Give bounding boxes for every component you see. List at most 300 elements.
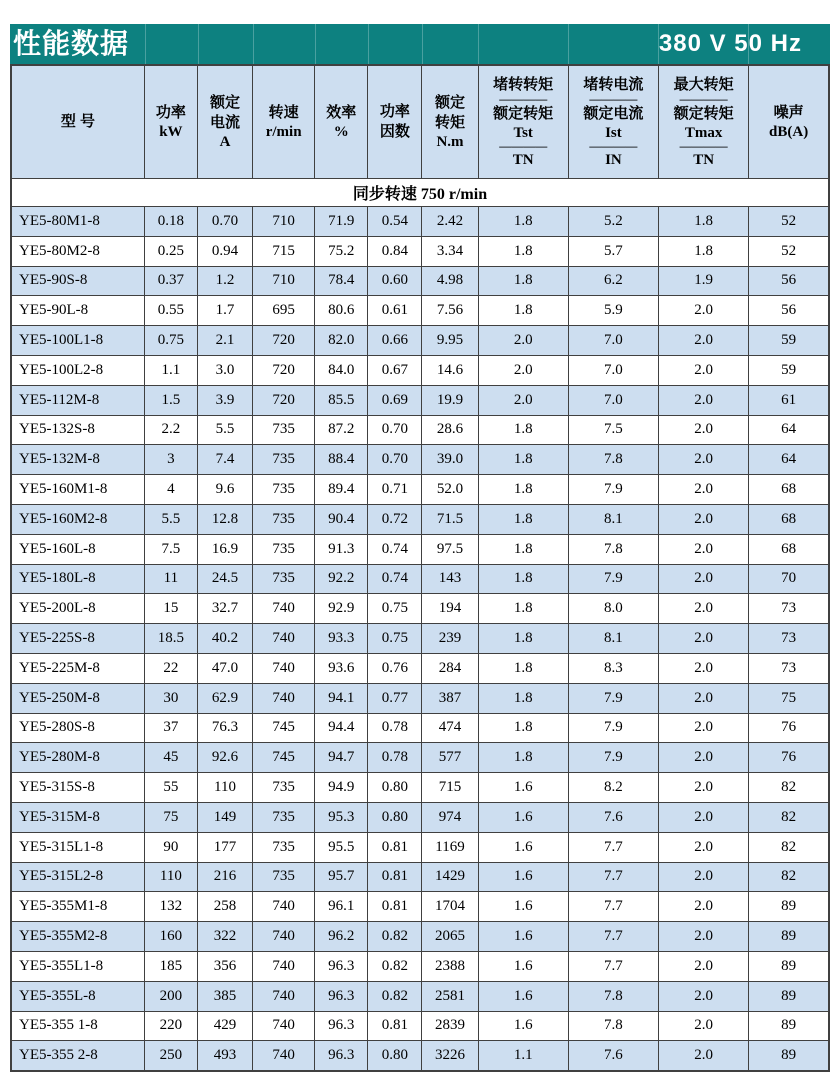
- cell-tst: 1.6: [478, 832, 568, 862]
- cell-speed: 735: [253, 445, 315, 475]
- cell-efficiency: 93.3: [315, 624, 368, 654]
- cell-ist: 7.8: [568, 1011, 658, 1041]
- cell-tmax: 2.0: [659, 624, 749, 654]
- cell-rated-torque: 194: [422, 594, 478, 624]
- cell-rated-torque: 3226: [422, 1041, 478, 1071]
- table-row: [11, 415, 829, 445]
- cell-ist: 5.2: [568, 207, 658, 237]
- cell-efficiency: 96.3: [315, 981, 368, 1011]
- header-text: 噪声: [773, 104, 804, 121]
- cell-current: 110: [197, 773, 252, 803]
- cell-model: YE5-100L1-8: [11, 326, 144, 356]
- cell-tmax: 2.0: [659, 385, 749, 415]
- cell-power: 22: [144, 653, 197, 683]
- cell-power: 132: [144, 892, 197, 922]
- table-row: [11, 773, 829, 803]
- cell-noise: 52: [749, 207, 829, 237]
- cell-power: 185: [144, 951, 197, 981]
- cell-power-factor: 0.67: [368, 355, 422, 385]
- cell-efficiency: 89.4: [315, 475, 368, 505]
- cell-rated-torque: 39.0: [422, 445, 478, 475]
- cell-model: YE5-355 2-8: [11, 1041, 144, 1071]
- table-row: [11, 922, 829, 952]
- cell-rated-torque: 71.5: [422, 504, 478, 534]
- cell-speed: 735: [253, 832, 315, 862]
- cell-speed: 740: [253, 892, 315, 922]
- table-row: [11, 802, 829, 832]
- cell-power: 18.5: [144, 624, 197, 654]
- cell-current: 1.2: [197, 266, 252, 296]
- cell-tst: 2.0: [478, 326, 568, 356]
- cell-model: YE5-132S-8: [11, 415, 144, 445]
- cell-tmax: 2.0: [659, 296, 749, 326]
- cell-tst: 1.8: [478, 415, 568, 445]
- cell-current: 177: [197, 832, 252, 862]
- cell-noise: 56: [749, 296, 829, 326]
- cell-model: YE5-225S-8: [11, 624, 144, 654]
- cell-model: YE5-112M-8: [11, 385, 144, 415]
- cell-tmax: 2.0: [659, 981, 749, 1011]
- table-row: [11, 445, 829, 475]
- cell-rated-torque: 239: [422, 624, 478, 654]
- cell-power-factor: 0.66: [368, 326, 422, 356]
- cell-tst: 1.8: [478, 594, 568, 624]
- header-text: 额定: [209, 94, 240, 111]
- cell-rated-torque: 1169: [422, 832, 478, 862]
- cell-ist: 7.9: [568, 564, 658, 594]
- cell-ist: 7.9: [568, 713, 658, 743]
- fraction-line: ————: [499, 92, 548, 106]
- cell-power: 0.25: [144, 236, 197, 266]
- cell-current: 16.9: [197, 534, 252, 564]
- cell-tmax: 2.0: [659, 504, 749, 534]
- column-header-model: [11, 65, 144, 179]
- cell-tmax: 2.0: [659, 594, 749, 624]
- cell-power: 45: [144, 743, 197, 773]
- cell-efficiency: 95.7: [315, 862, 368, 892]
- cell-noise: 68: [749, 534, 829, 564]
- table-row: [11, 1041, 829, 1071]
- column-header-ist: [568, 65, 658, 179]
- cell-current: 76.3: [197, 713, 252, 743]
- cell-model: YE5-355M2-8: [11, 922, 144, 952]
- cell-tmax: 1.9: [659, 266, 749, 296]
- cell-ist: 8.3: [568, 653, 658, 683]
- cell-speed: 740: [253, 594, 315, 624]
- header-text: 功率: [379, 103, 410, 120]
- table-row: [11, 534, 829, 564]
- cell-tst: 1.8: [478, 207, 568, 237]
- cell-current: 40.2: [197, 624, 252, 654]
- cell-efficiency: 94.4: [315, 713, 368, 743]
- cell-ist: 7.7: [568, 832, 658, 862]
- header-text: dB(A): [769, 124, 809, 140]
- cell-tmax: 2.0: [659, 326, 749, 356]
- cell-current: 385: [197, 981, 252, 1011]
- cell-noise: 59: [749, 326, 829, 356]
- cell-speed: 740: [253, 683, 315, 713]
- cell-rated-torque: 2581: [422, 981, 478, 1011]
- cell-speed: 740: [253, 922, 315, 952]
- cell-efficiency: 94.7: [315, 743, 368, 773]
- cell-speed: 745: [253, 713, 315, 743]
- cell-current: 356: [197, 951, 252, 981]
- cell-tmax: 1.8: [659, 207, 749, 237]
- cell-tst: 1.6: [478, 802, 568, 832]
- cell-tmax: 2.0: [659, 475, 749, 505]
- column-header-rated-torque: [422, 65, 478, 179]
- cell-efficiency: 96.1: [315, 892, 368, 922]
- banner: [10, 24, 830, 64]
- cell-speed: 735: [253, 773, 315, 803]
- cell-current: 216: [197, 862, 252, 892]
- cell-current: 0.70: [197, 207, 252, 237]
- cell-ist: 8.0: [568, 594, 658, 624]
- header-text: %: [333, 124, 349, 140]
- cell-model: YE5-90S-8: [11, 266, 144, 296]
- cell-power: 2.2: [144, 415, 197, 445]
- subheader-row: [11, 179, 829, 207]
- cell-tmax: 2.0: [659, 1041, 749, 1071]
- cell-power: 90: [144, 832, 197, 862]
- cell-tmax: 2.0: [659, 355, 749, 385]
- cell-noise: 82: [749, 862, 829, 892]
- fraction-denominator: 额定电流: [583, 105, 644, 122]
- cell-speed: 740: [253, 1011, 315, 1041]
- cell-ist: 7.8: [568, 981, 658, 1011]
- cell-tmax: 2.0: [659, 653, 749, 683]
- fraction-symbol-numerator: Tst: [513, 125, 533, 141]
- cell-efficiency: 84.0: [315, 355, 368, 385]
- cell-power-factor: 0.81: [368, 892, 422, 922]
- cell-model: YE5-355 1-8: [11, 1011, 144, 1041]
- cell-model: YE5-90L-8: [11, 296, 144, 326]
- cell-ist: 7.9: [568, 475, 658, 505]
- cell-model: YE5-280S-8: [11, 713, 144, 743]
- cell-power: 200: [144, 981, 197, 1011]
- cell-rated-torque: 2388: [422, 951, 478, 981]
- table-row: [11, 1011, 829, 1041]
- cell-power: 75: [144, 802, 197, 832]
- cell-model: YE5-315M-8: [11, 802, 144, 832]
- cell-power-factor: 0.81: [368, 862, 422, 892]
- cell-power-factor: 0.78: [368, 743, 422, 773]
- cell-noise: 89: [749, 981, 829, 1011]
- header-text: 转速: [268, 104, 299, 121]
- column-header-efficiency: [315, 65, 368, 179]
- cell-ist: 7.0: [568, 355, 658, 385]
- cell-ist: 7.7: [568, 922, 658, 952]
- table-row: [11, 653, 829, 683]
- cell-ist: 7.8: [568, 445, 658, 475]
- cell-efficiency: 96.2: [315, 922, 368, 952]
- cell-ist: 8.1: [568, 624, 658, 654]
- header-text: 额定: [435, 94, 466, 111]
- cell-tmax: 2.0: [659, 534, 749, 564]
- cell-noise: 52: [749, 236, 829, 266]
- cell-power-factor: 0.78: [368, 713, 422, 743]
- cell-ist: 8.2: [568, 773, 658, 803]
- cell-tmax: 2.0: [659, 802, 749, 832]
- cell-power-factor: 0.75: [368, 594, 422, 624]
- cell-noise: 64: [749, 445, 829, 475]
- cell-noise: 89: [749, 1011, 829, 1041]
- cell-noise: 73: [749, 653, 829, 683]
- cell-current: 92.6: [197, 743, 252, 773]
- cell-rated-torque: 387: [422, 683, 478, 713]
- table-row: [11, 832, 829, 862]
- cell-rated-torque: 2839: [422, 1011, 478, 1041]
- cell-tst: 1.6: [478, 1011, 568, 1041]
- cell-model: YE5-80M1-8: [11, 207, 144, 237]
- table-row: [11, 981, 829, 1011]
- cell-tst: 1.6: [478, 981, 568, 1011]
- cell-power-factor: 0.84: [368, 236, 422, 266]
- cell-noise: 82: [749, 773, 829, 803]
- cell-speed: 735: [253, 475, 315, 505]
- cell-efficiency: 71.9: [315, 207, 368, 237]
- table-row: [11, 296, 829, 326]
- table-row: [11, 504, 829, 534]
- performance-table: [10, 64, 830, 1072]
- cell-model: YE5-200L-8: [11, 594, 144, 624]
- cell-tst: 1.8: [478, 743, 568, 773]
- cell-model: YE5-315S-8: [11, 773, 144, 803]
- cell-power: 11: [144, 564, 197, 594]
- cell-model: YE5-355L1-8: [11, 951, 144, 981]
- cell-rated-torque: 284: [422, 653, 478, 683]
- cell-model: YE5-132M-8: [11, 445, 144, 475]
- column-header-tst: [478, 65, 568, 179]
- cell-tst: 1.8: [478, 534, 568, 564]
- table-row: [11, 385, 829, 415]
- cell-tmax: 2.0: [659, 773, 749, 803]
- cell-ist: 7.8: [568, 534, 658, 564]
- cell-speed: 710: [253, 266, 315, 296]
- cell-power: 250: [144, 1041, 197, 1071]
- table-row: [11, 266, 829, 296]
- cell-rated-torque: 2.42: [422, 207, 478, 237]
- cell-model: YE5-160L-8: [11, 534, 144, 564]
- cell-current: 24.5: [197, 564, 252, 594]
- cell-tst: 1.8: [478, 296, 568, 326]
- cell-rated-torque: 474: [422, 713, 478, 743]
- cell-power-factor: 0.82: [368, 951, 422, 981]
- cell-tst: 1.1: [478, 1041, 568, 1071]
- cell-current: 0.94: [197, 236, 252, 266]
- table-row: [11, 862, 829, 892]
- cell-model: YE5-355M1-8: [11, 892, 144, 922]
- header-text: 功率: [155, 104, 186, 121]
- header-row: [11, 65, 829, 179]
- fraction-line: ————: [679, 92, 728, 106]
- cell-power-factor: 0.60: [368, 266, 422, 296]
- cell-tmax: 2.0: [659, 415, 749, 445]
- cell-efficiency: 92.9: [315, 594, 368, 624]
- cell-speed: 695: [253, 296, 315, 326]
- cell-ist: 7.6: [568, 802, 658, 832]
- header-text: 转矩: [435, 114, 466, 131]
- cell-noise: 73: [749, 594, 829, 624]
- cell-rated-torque: 7.56: [422, 296, 478, 326]
- cell-power: 0.18: [144, 207, 197, 237]
- cell-efficiency: 91.3: [315, 534, 368, 564]
- cell-rated-torque: 28.6: [422, 415, 478, 445]
- cell-ist: 7.6: [568, 1041, 658, 1071]
- column-header-noise: [749, 65, 829, 179]
- cell-power: 5.5: [144, 504, 197, 534]
- cell-model: YE5-315L2-8: [11, 862, 144, 892]
- cell-tmax: 2.0: [659, 1011, 749, 1041]
- cell-rated-torque: 97.5: [422, 534, 478, 564]
- cell-speed: 735: [253, 504, 315, 534]
- cell-tst: 1.6: [478, 773, 568, 803]
- cell-model: YE5-160M1-8: [11, 475, 144, 505]
- cell-rated-torque: 14.6: [422, 355, 478, 385]
- cell-rated-torque: 974: [422, 802, 478, 832]
- table-row: [11, 236, 829, 266]
- header-text: 因数: [379, 123, 410, 140]
- cell-noise: 59: [749, 355, 829, 385]
- table-row: [11, 207, 829, 237]
- cell-power-factor: 0.80: [368, 1041, 422, 1071]
- cell-power-factor: 0.82: [368, 981, 422, 1011]
- cell-current: 493: [197, 1041, 252, 1071]
- table-row: [11, 951, 829, 981]
- cell-power: 4: [144, 475, 197, 505]
- cell-efficiency: 94.9: [315, 773, 368, 803]
- cell-efficiency: 96.3: [315, 1011, 368, 1041]
- table-row: [11, 326, 829, 356]
- cell-model: YE5-315L1-8: [11, 832, 144, 862]
- cell-speed: 735: [253, 862, 315, 892]
- cell-power-factor: 0.54: [368, 207, 422, 237]
- cell-ist: 7.0: [568, 326, 658, 356]
- cell-current: 5.5: [197, 415, 252, 445]
- cell-tst: 2.0: [478, 385, 568, 415]
- cell-tmax: 2.0: [659, 743, 749, 773]
- header-text: A: [219, 134, 231, 150]
- cell-power-factor: 0.81: [368, 832, 422, 862]
- fraction-numerator: 最大转矩: [673, 76, 734, 93]
- cell-tst: 1.8: [478, 624, 568, 654]
- header-text: 型 号: [60, 113, 95, 130]
- fraction-symbol-denominator: IN: [605, 152, 622, 168]
- cell-power-factor: 0.80: [368, 773, 422, 803]
- cell-noise: 76: [749, 743, 829, 773]
- table-row: [11, 892, 829, 922]
- cell-rated-torque: 1704: [422, 892, 478, 922]
- cell-efficiency: 96.3: [315, 951, 368, 981]
- cell-tmax: 2.0: [659, 564, 749, 594]
- cell-efficiency: 90.4: [315, 504, 368, 534]
- cell-noise: 82: [749, 832, 829, 862]
- table-row: [11, 683, 829, 713]
- cell-model: YE5-355L-8: [11, 981, 144, 1011]
- cell-speed: 740: [253, 951, 315, 981]
- cell-tmax: 2.0: [659, 862, 749, 892]
- cell-efficiency: 87.2: [315, 415, 368, 445]
- cell-tst: 1.6: [478, 862, 568, 892]
- cell-efficiency: 75.2: [315, 236, 368, 266]
- cell-current: 32.7: [197, 594, 252, 624]
- table-row: [11, 475, 829, 505]
- cell-ist: 7.7: [568, 892, 658, 922]
- cell-speed: 740: [253, 624, 315, 654]
- cell-power: 1.5: [144, 385, 197, 415]
- cell-rated-torque: 1429: [422, 862, 478, 892]
- cell-tst: 1.6: [478, 922, 568, 952]
- cell-current: 47.0: [197, 653, 252, 683]
- cell-noise: 75: [749, 683, 829, 713]
- cell-current: 7.4: [197, 445, 252, 475]
- column-header-tmax: [659, 65, 749, 179]
- table-row: [11, 624, 829, 654]
- cell-power: 55: [144, 773, 197, 803]
- cell-noise: 56: [749, 266, 829, 296]
- cell-noise: 61: [749, 385, 829, 415]
- cell-tst: 1.8: [478, 653, 568, 683]
- cell-power-factor: 0.70: [368, 445, 422, 475]
- cell-power-factor: 0.77: [368, 683, 422, 713]
- cell-speed: 720: [253, 355, 315, 385]
- cell-current: 1.7: [197, 296, 252, 326]
- voltage-label: 380 V 50 Hz: [658, 30, 802, 57]
- cell-ist: 7.0: [568, 385, 658, 415]
- page-title: 性能数据: [13, 28, 130, 59]
- cell-power-factor: 0.81: [368, 1011, 422, 1041]
- cell-speed: 745: [253, 743, 315, 773]
- cell-noise: 89: [749, 1041, 829, 1071]
- cell-noise: 76: [749, 713, 829, 743]
- cell-power: 37: [144, 713, 197, 743]
- cell-power-factor: 0.76: [368, 653, 422, 683]
- cell-tst: 1.8: [478, 266, 568, 296]
- cell-efficiency: 78.4: [315, 266, 368, 296]
- cell-noise: 64: [749, 415, 829, 445]
- cell-efficiency: 88.4: [315, 445, 368, 475]
- cell-tst: 1.6: [478, 951, 568, 981]
- table-row: [11, 594, 829, 624]
- cell-noise: 68: [749, 504, 829, 534]
- cell-power: 15: [144, 594, 197, 624]
- table-row: [11, 743, 829, 773]
- cell-model: YE5-160M2-8: [11, 504, 144, 534]
- cell-power-factor: 0.74: [368, 534, 422, 564]
- cell-power: 3: [144, 445, 197, 475]
- cell-speed: 715: [253, 236, 315, 266]
- cell-efficiency: 96.3: [315, 1041, 368, 1071]
- cell-power-factor: 0.71: [368, 475, 422, 505]
- cell-tmax: 2.0: [659, 892, 749, 922]
- table-row: [11, 713, 829, 743]
- cell-current: 322: [197, 922, 252, 952]
- fraction-symbol-denominator: TN: [512, 152, 534, 168]
- cell-tmax: 2.0: [659, 713, 749, 743]
- cell-current: 149: [197, 802, 252, 832]
- cell-speed: 735: [253, 534, 315, 564]
- cell-tmax: 2.0: [659, 832, 749, 862]
- cell-rated-torque: 52.0: [422, 475, 478, 505]
- cell-ist: 7.9: [568, 743, 658, 773]
- fraction-numerator: 堵转转矩: [493, 76, 554, 93]
- cell-power-factor: 0.74: [368, 564, 422, 594]
- cell-ist: 7.9: [568, 683, 658, 713]
- cell-efficiency: 94.1: [315, 683, 368, 713]
- cell-efficiency: 95.5: [315, 832, 368, 862]
- cell-power: 0.37: [144, 266, 197, 296]
- column-header-speed: [253, 65, 315, 179]
